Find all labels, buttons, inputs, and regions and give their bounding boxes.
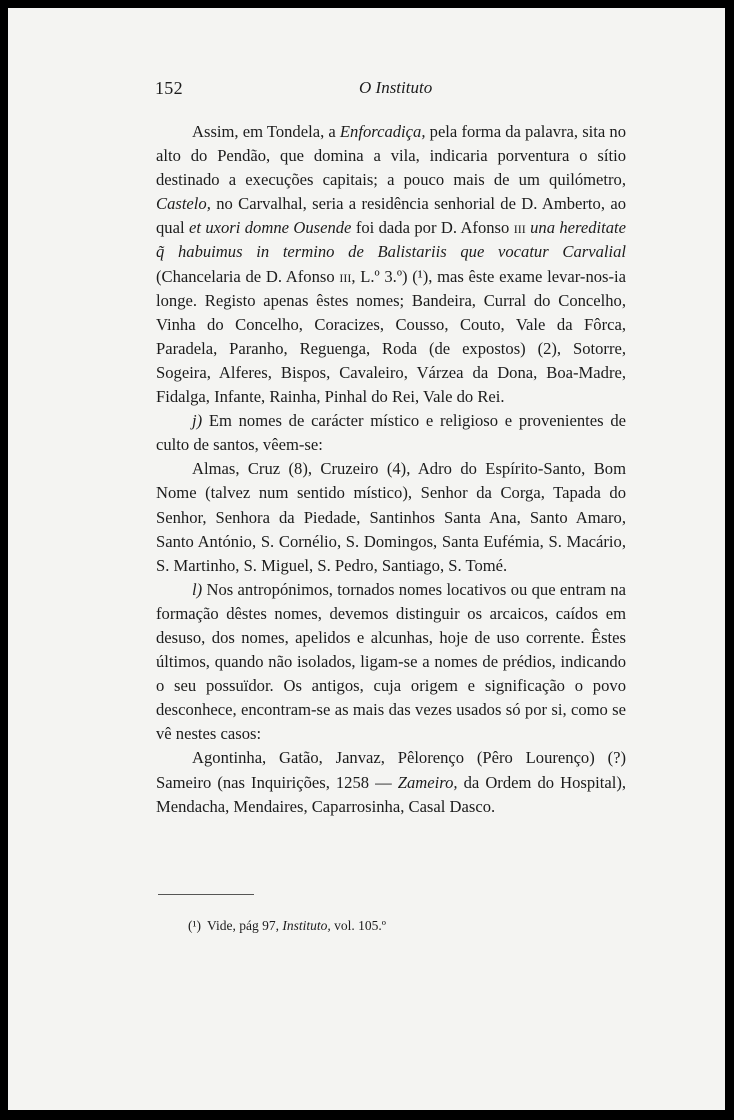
section-label-l: l)	[192, 579, 203, 599]
footnote-mark: (¹)	[188, 918, 202, 933]
page-number: 152	[155, 78, 183, 98]
book-page	[8, 8, 725, 1110]
paragraph-religious-names: Almas, Cruz (8), Cruzeiro (4), Adro do Espírito-Santo, Bom Nome (talvez num sentido místico), Senhor da Corga, Tapada do Senhor, Senhora da Piedade, Santinhos Santa Ana, Santo Amaro, Santo António, S. Cornélio, S. Domingos, Santa Eufémia, S. Macário, S. Martinho, S. Miguel, S. Pedro, Santiago, S. Tomé.	[156, 459, 626, 575]
footnote: (¹) Vide, pág 97, Instituto, vol. 105.º	[188, 918, 386, 933]
running-title: O Instituto	[359, 78, 433, 97]
paragraph-tondela: Assim, em Tondela, a Enforcadiça, pela forma da palavra, sita no alto do Pendão, que domina a vila, indicaria porventura o sítio destinado a execuções capitais; a pouco mais de um quilómetro, Castelo, no Carvalhal, seria a residência senhorial de D. Amberto, ao qual et uxori domne Ousende foi dada por D. Afonso iii una hereditate q̃ habuimus in termino de Balistariis que vocatur Carvalial (Chancelaria de D. Afonso iii, L.º 3.º) (¹), mas êste exame levar-nos-ia longe. Registo apenas êstes nomes; Bandeira, Curral do Concelho, Vinha do Concelho, Coracizes, Cousso, Couto, Vale da Fôrca, Paradela, Paranho, Reguenga, Roda (de expostos) (2), Sotorre, Sogeira, Alferes, Bispos, Cavaleiro, Várzea da Dona, Boa-Madre, Fidalga, Infante, Rainha, Pinhal do Rei, Vale do Rei.	[156, 122, 627, 407]
paragraph-section-l: l) Nos antropónimos, tornados nomes locativos ou que entram na formação dêstes nomes, devemos distinguir os arcaicos, caídos em desuso, dos nomes, apelidos e alcunhas, hoje de uso corrente. Êstes últimos, quando não isolados, ligam-se a nomes de prédios, indicando o seu possuïdor. Os antigos, cuja origem e significação o povo desconhece, encontram-se as mais das vezes usados só por si, como se vê nestes casos:	[156, 579, 626, 744]
footnote-divider	[158, 894, 254, 895]
paragraph-archaic-names: Agontinha, Gatão, Janvaz, Pêlorenço (Pêro Lourenço) (?) Sameiro (nas Inquirições, 1258 — Zameiro, da Ordem do Hospital), Mendacha, Mendaires, Caparrosinha, Casal Dasco.	[156, 748, 626, 816]
section-label-j: j)	[192, 411, 203, 431]
body-text	[156, 120, 626, 819]
page-header	[8, 78, 725, 102]
paragraph-section-j: j) Em nomes de carácter místico e religioso e provenientes de culto de santos, vêem-se:	[156, 411, 626, 455]
